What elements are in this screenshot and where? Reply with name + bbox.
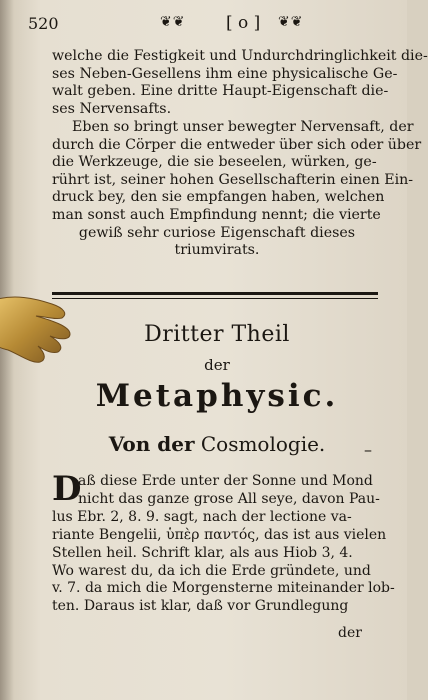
part-heading: Dritter Theil: [144, 322, 290, 347]
text-line: druck bey, den sie empfangen haben, welchen: [52, 189, 385, 206]
text-line: aß diese Erde unter der Sonne und Mond: [78, 473, 373, 489]
paragraph-1: [52, 48, 428, 118]
text-line: riante Bengelii, ὑπὲρ παντός, das ist aus vielen: [52, 526, 387, 543]
header-signature: [ o ]: [226, 13, 261, 33]
running-header: [28, 14, 388, 36]
ornament-left-icon: ❦❦: [160, 14, 186, 30]
text-line: nicht das ganze grose All seye, davon Pau-: [78, 490, 380, 507]
paragraph-2: [52, 119, 422, 260]
drop-cap: D: [52, 469, 82, 509]
text-line: welche die Festigkeit und Undurchdringlichkeit die-: [52, 48, 428, 64]
text-line: Wo warest du, da ich die Erde gründete, und: [52, 562, 371, 579]
text-line: ses Neben-Gesellens ihm eine physicalische Ge-: [52, 65, 398, 82]
subsection-main: Cosmologie.: [200, 432, 326, 456]
subsection-prefix: Von der: [108, 432, 195, 456]
text-line: ses Nervensafts.: [52, 100, 172, 117]
text-line: Stellen heil. Schrift klar, als aus Hiob 3, 4.: [52, 544, 353, 561]
text-line: triumvirats.: [174, 242, 260, 259]
text-line: gewiß sehr curiose Eigenschaft dieses: [78, 224, 356, 241]
paragraph-3: [52, 469, 395, 616]
subsection-heading: [52, 432, 382, 456]
text-line: man sonst auch Empfindung nennt; die vierte: [52, 206, 381, 223]
text-line: walt geben. Eine dritte Haupt-Eigenschaft die-: [52, 83, 389, 100]
section-divider-rule: [52, 292, 378, 295]
heading-dash: –: [364, 440, 372, 459]
catchword: der: [338, 625, 362, 641]
text-line: Eben so bringt unser bewegter Nervensaft, der: [72, 119, 414, 135]
chapter-title: Metaphysic.: [95, 378, 339, 414]
text-line: rührt ist, seiner hohen Gesellschafterin einen Ein-: [52, 171, 414, 188]
text-line: lus Ebr. 2, 8. 9. sagt, nach der lectione va-: [52, 508, 352, 525]
text-line: durch die Cörper die entweder über sich oder über: [52, 136, 422, 153]
text-line: die Werkzeuge, die sie beseelen, würken, ge-: [52, 154, 377, 171]
page-number: 520: [28, 14, 59, 33]
text-line: ten. Daraus ist klar, daß vor Grundlegung: [52, 598, 349, 615]
ornament-right-icon: ❦❦: [278, 14, 304, 30]
text-line: v. 7. da mich die Morgensterne miteinander lob-: [52, 580, 395, 597]
part-heading-of: der: [204, 356, 230, 374]
